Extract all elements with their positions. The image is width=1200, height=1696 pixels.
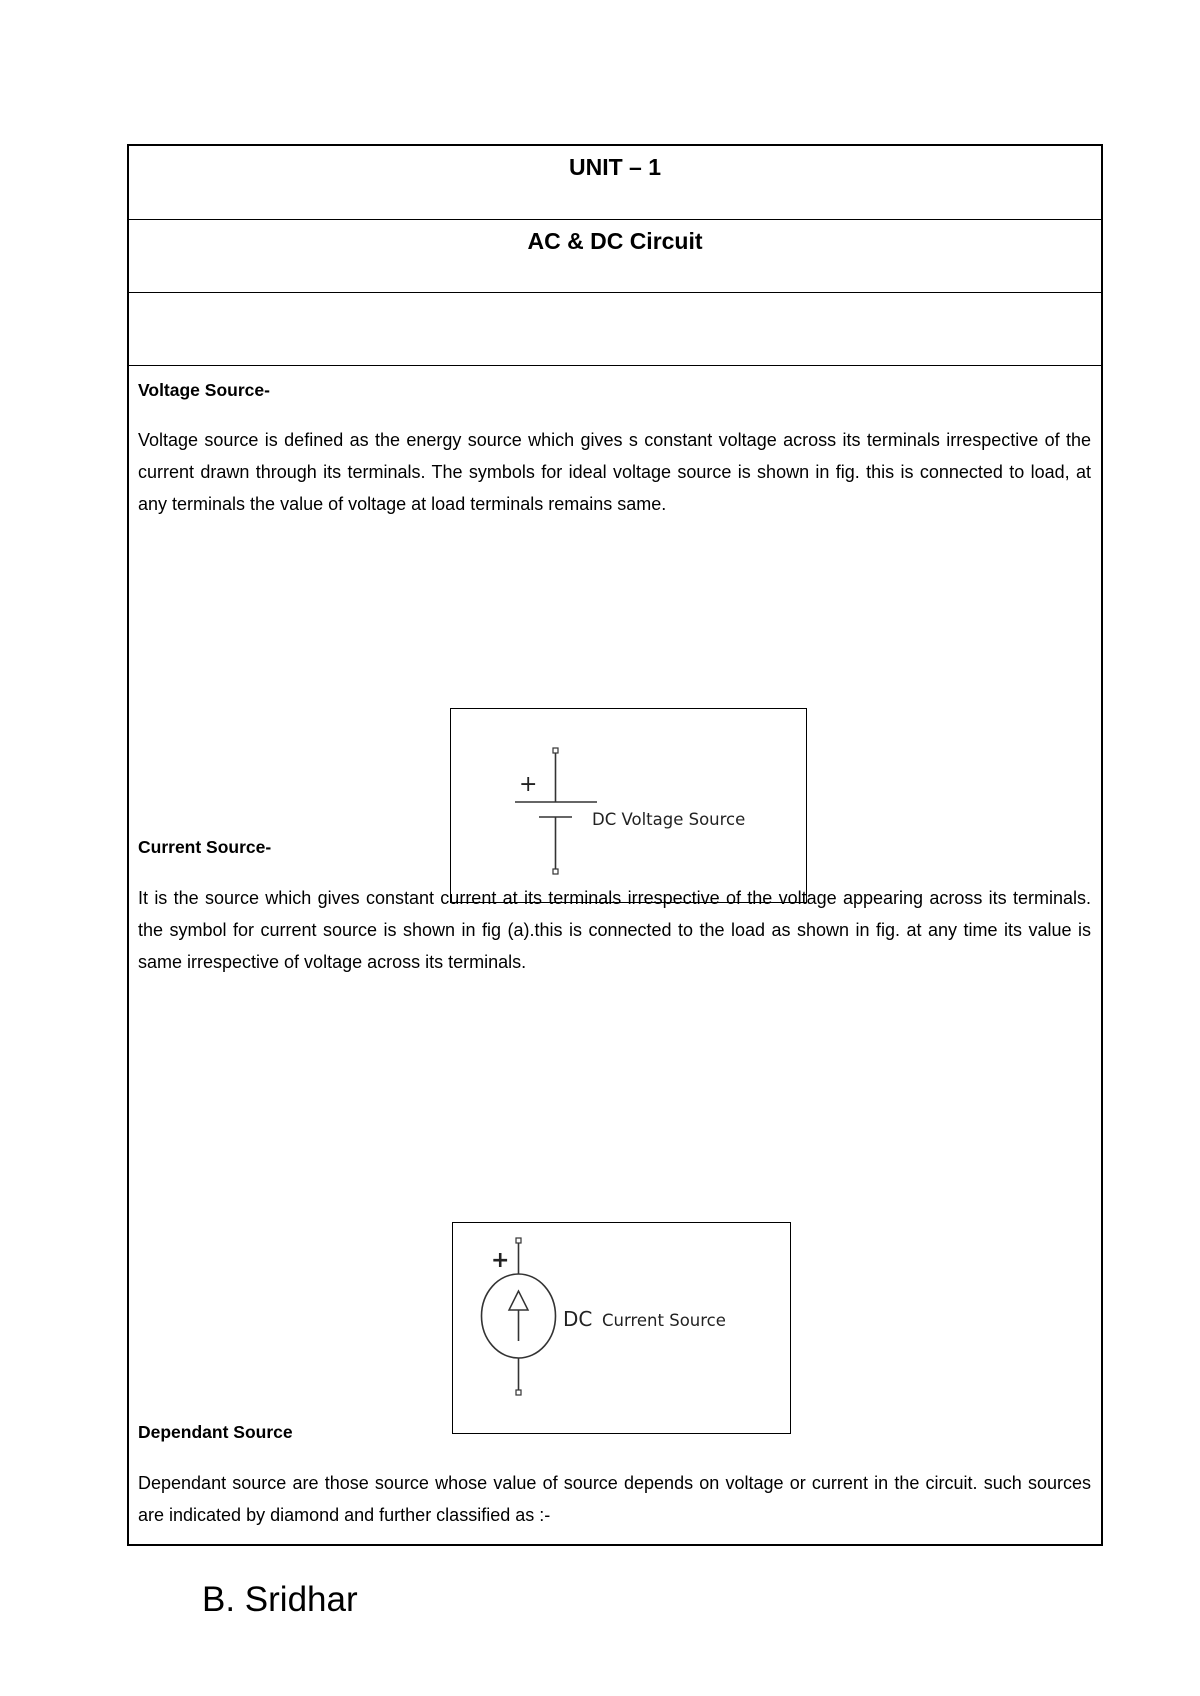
plus-sign: + [491,1248,510,1273]
current-source-figure [452,1222,791,1434]
voltage-heading: Voltage Source- [138,380,270,400]
current-paragraph: It is the source which gives constant current at its terminals irrespective of the voltage appearing across its terminals. the symbol for current source is shown in fig (a).this is connected to the load as shown in fig. at any time its value is same irrespective of voltage across its terminals. [138,888,1091,972]
subject-title: AC & DC Circuit [527,228,703,254]
current-heading: Current Source- [138,837,272,857]
dc-label: DC [563,1307,593,1331]
dependant-heading: Dependant Source [138,1422,293,1442]
document-frame [127,144,1103,1546]
dependant-paragraph: Dependant source are those source whose value of source depends on voltage or current in the circuit. such sources are indicated by diamond and further classified as :- [138,1473,1091,1525]
author-name: B. Sridhar [202,1580,358,1619]
subject-row [129,220,1101,293]
plus-sign: + [519,772,538,797]
empty-row [129,293,1101,366]
voltage-source-figure [450,708,807,903]
unit-title: UNIT – 1 [568,154,662,180]
voltage-paragraph: Voltage source is defined as the energy source which gives s constant voltage across its terminals irrespective of the current drawn through its terminals. The symbols for ideal voltage source is shown in fig. this is connected to load, at any terminals the value of voltage at load terminals remains same. [138,430,1091,514]
voltage-figure-label: DC Voltage Source [592,810,746,829]
current-figure-label: Current Source [602,1311,726,1330]
unit-row [129,146,1101,220]
